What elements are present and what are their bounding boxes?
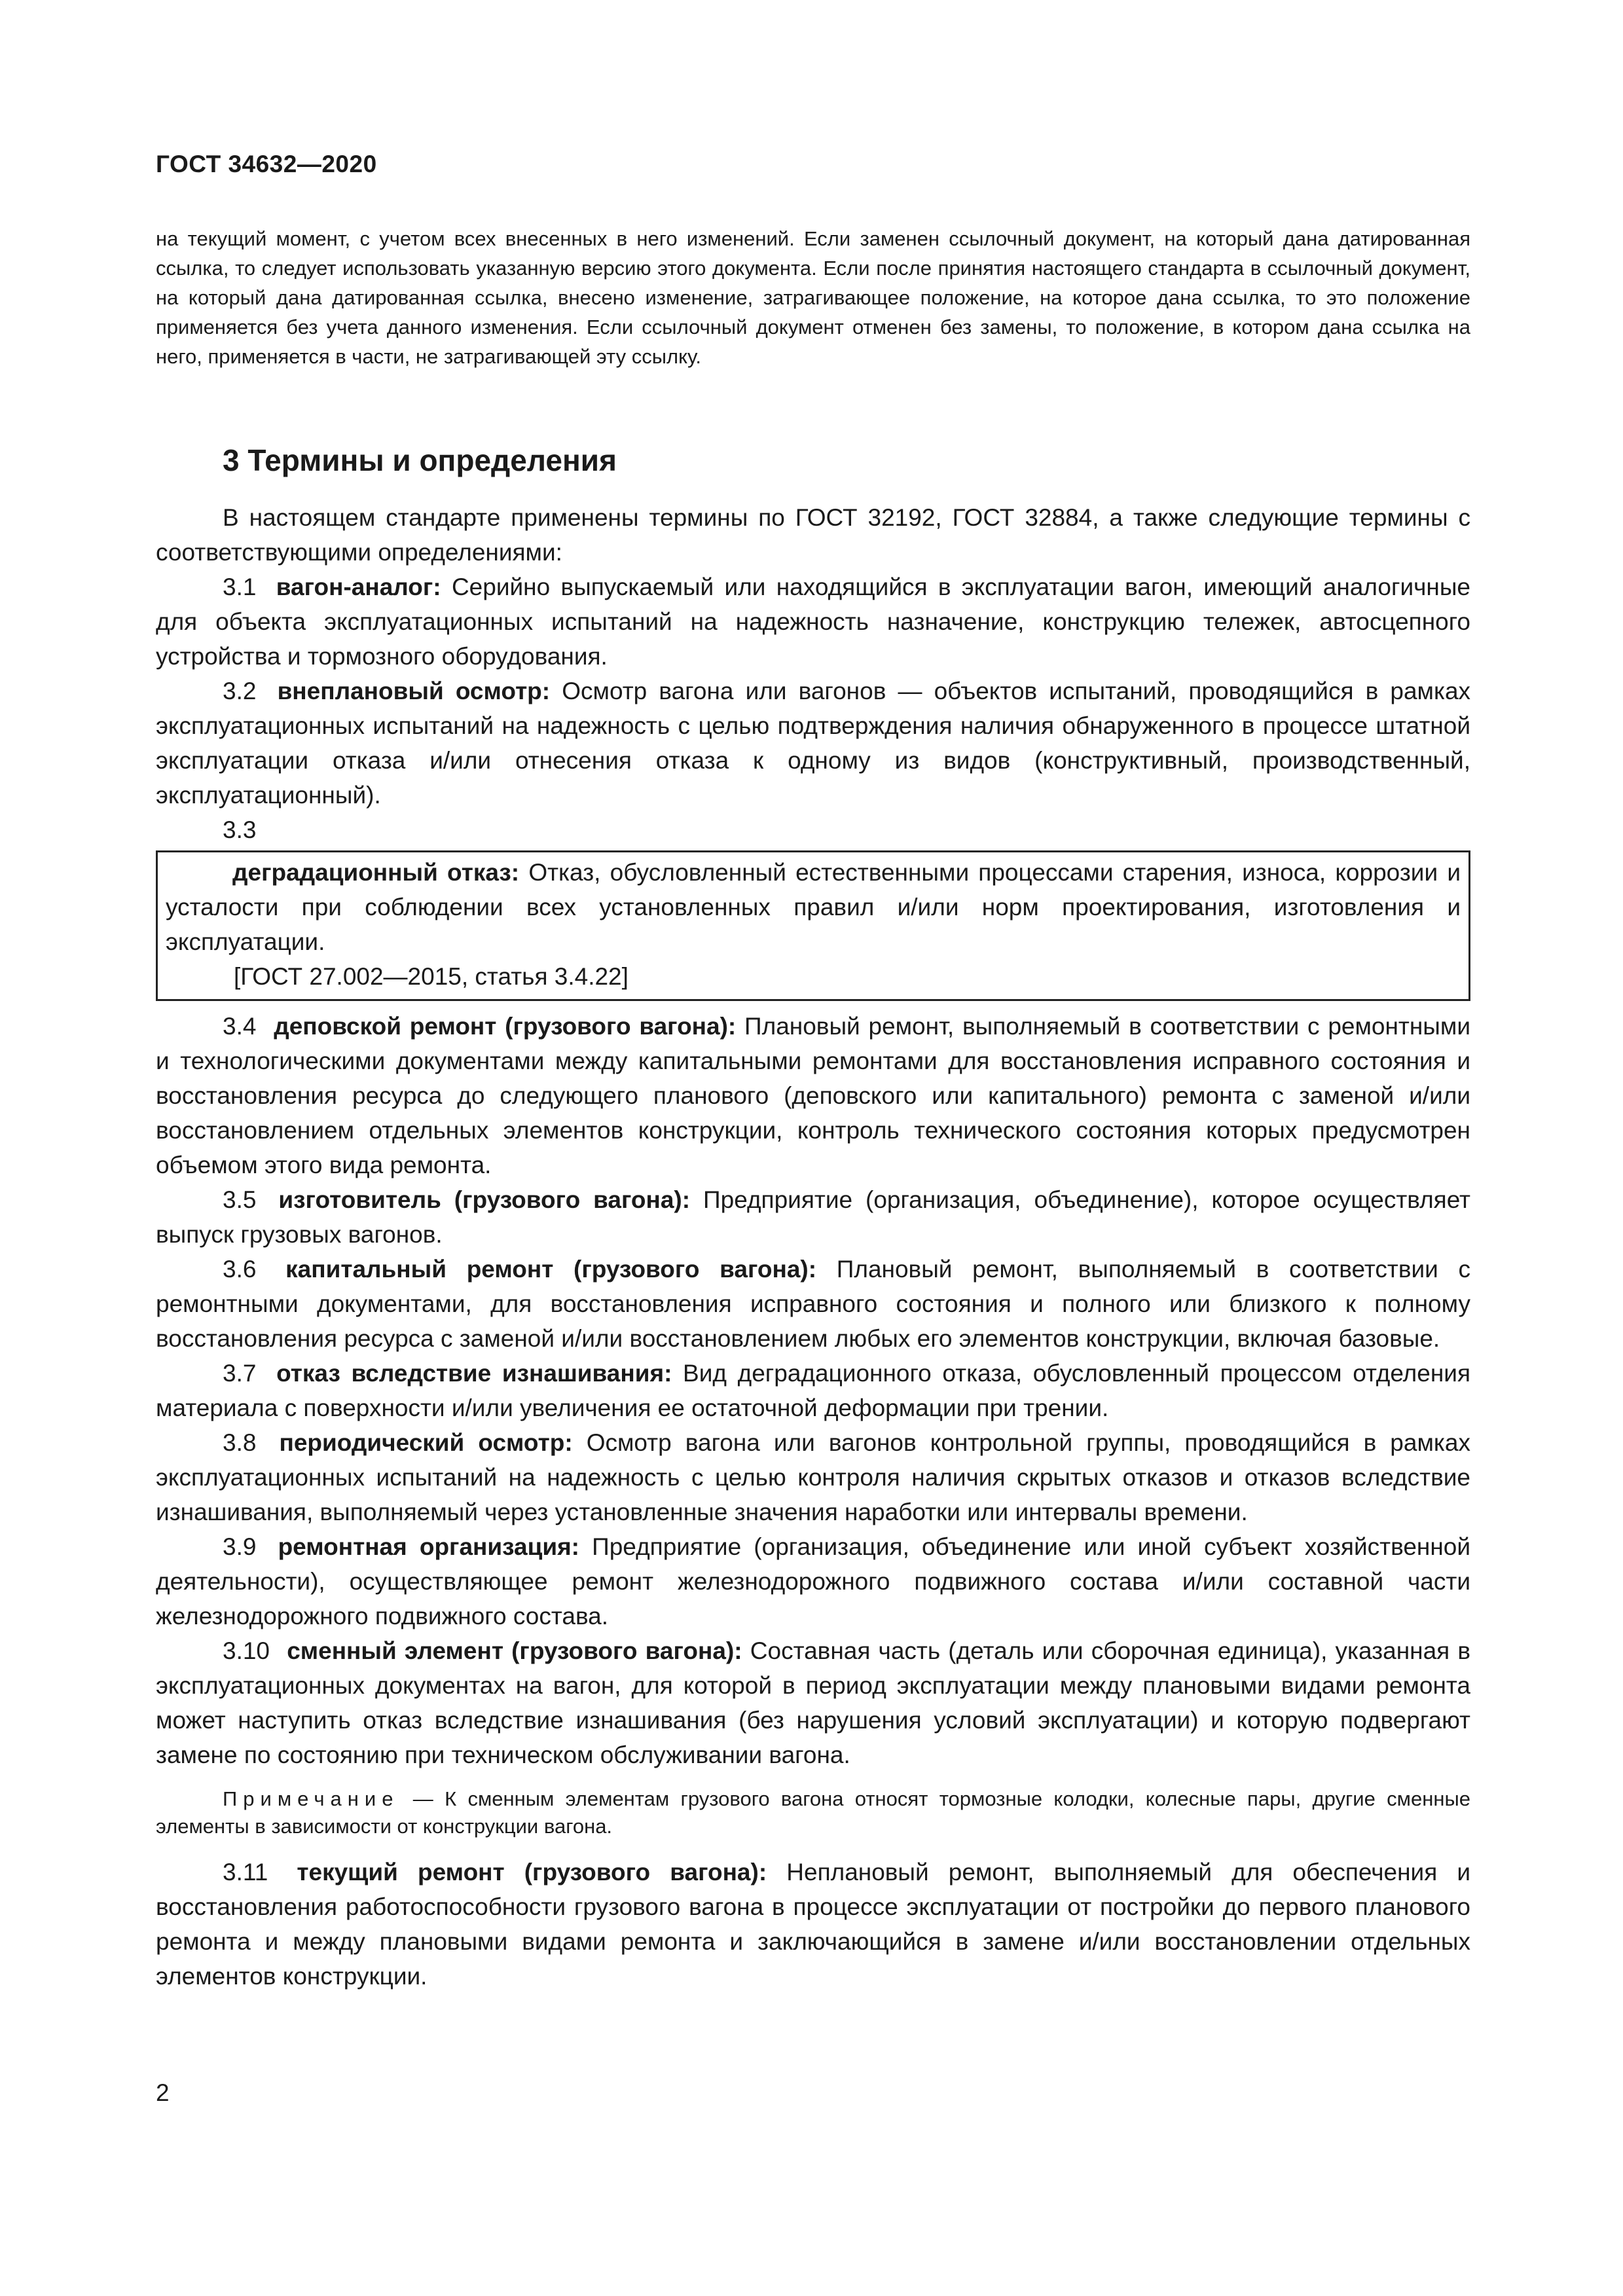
term-name: вагон-аналог: [276,574,441,600]
term-name: деповской ремонт (грузового вагона): [274,1013,737,1040]
term-name: отказ вследствие изнашивания: [276,1360,672,1387]
term-entry [156,1425,1470,1529]
term-entry [156,570,1470,674]
term-number: 3.9 [223,1533,257,1560]
term-name: периодический осмотр: [279,1429,573,1456]
term-entry [156,1252,1470,1356]
term-definition: Предприятие (организация, объединение или иной субъект хозяйственной деятельности), осуществляющее ремонт железнодорожного подвижного состава и/или составной части железнодорожного подвижного состава. [156,1533,1471,1630]
note-paragraph [156,1785,1470,1840]
term-definition: Отказ, обусловленный естественными процессами старения, износа, коррозии и усталости при соблюдении всех установленных правил и/или норм проектирования, изготовления и эксплуатации. [166,859,1461,955]
term-number: 3.4 [223,1013,257,1040]
term-name: капитальный ремонт (грузового вагона): [285,1256,817,1283]
term-number: 3.6 [223,1256,257,1283]
term-number: 3.11 [223,1859,268,1886]
term-name: деградационный отказ: [232,859,520,886]
term-entry [156,812,1470,847]
intro-paragraph: на текущий момент, с учетом всех внесенных в него изменений. Если заменен ссылочный документ, на который дана датированная ссылка, то следует использовать указанную версию этого документа. Если после принятия настоящего стандарта в ссылочный документ, на который дана датированная ссылка, внесено изменение, затрагивающее положение, на которое дана ссылка, то это положение применяется без учета данного изменения. Если ссылочный документ отменен без замены, то положение, в котором дана ссылка на него, применяется в части, не затрагивающей эту ссылку. [156,227,1470,368]
term-definition: Осмотр вагона или вагонов — объектов испытаний, проводящийся в рамках эксплуатационных испытаний на надежность с целью подтверждения наличия обнаруженного в процессе штатной эксплуатации отказа и/или отнесения отказа к одному из видов (конструктивный, производственный, эксплуатационный). [156,678,1471,809]
term-entry [156,674,1470,812]
term-name: изготовитель (грузового вагона): [278,1186,691,1213]
term-entry [156,1009,1470,1182]
term-number: 3.5 [223,1186,257,1213]
term-definition: Предприятие (организация, объединение), которое осуществляет выпуск грузовых вагонов. [156,1186,1471,1248]
section-title: 3 Термины и определения [223,443,617,477]
term-entry [156,1855,1470,1994]
term-name: текущий ремонт (грузового вагона): [297,1859,767,1886]
term-entry [156,1356,1470,1425]
page-number: 2 [156,2079,170,2106]
term-entry [156,1633,1470,1772]
term-definition: Неплановый ремонт, выполняемый для обеспечения и восстановления работоспособности грузового вагона в процессе эксплуатации от постройки до первого планового ремонта и между плановыми видами ремонта и заключающийся в замене и/или восстановлении отдельных элементов конструкции. [156,1859,1470,1990]
term-number: 3.2 [223,678,257,704]
term-definition: Составная часть (деталь или сборочная единица), указанная в эксплуатационных документах на вагон, для которой в период эксплуатации между плановыми видами ремонта может наступить отказ вследствие изнашивания (без нарушения условий эксплуатации) и которую подвергают замене по состоянию при техническом обслуживании вагона. [156,1637,1471,1768]
term-number: 3.3 [223,816,257,843]
term-entry [156,1529,1470,1633]
note-text: — К сменным элементам грузового вагона относят тормозные колодки, колесные пары, другие сменные элементы в зависимости от конструкции вагона. [156,1787,1470,1838]
quoted-term-entry [166,855,1461,959]
section-body [156,500,1470,1994]
term-definition: Серийно выпускаемый или находящийся в эксплуатации вагон, имеющий аналогичные для объекта эксплуатационных испытаний на надежность назначение, конструкцию тележек, автосцепного устройства и тормозного оборудования. [156,574,1471,670]
term-definition: Плановый ремонт, выполняемый в соответствии с ремонтными документами, для восстановления исправного состояния и полного или близкого к полному восстановления ресурса с заменой и/или восстановлением любых его элементов конструкции, включая базовые. [156,1256,1471,1352]
quoted-term-box [156,850,1470,1001]
term-number: 3.10 [223,1637,270,1664]
term-name: ремонтная организация: [278,1533,580,1560]
section-lead: В настоящем стандарте применены термины по ГОСТ 32192, ГОСТ 32884, а также следующие термины с соответствующими определениями: [156,504,1470,566]
term-number: 3.8 [223,1429,257,1456]
term-number: 3.7 [223,1360,257,1387]
term-definition: Вид деградационного отказа, обусловленный процессом отделения материала с поверхности и/или увеличения ее остаточной деформации при трении. [156,1360,1470,1421]
term-name: сменный элемент (грузового вагона): [287,1637,742,1664]
term-entry [156,1182,1470,1252]
term-name: внеплановый осмотр: [277,678,551,704]
term-number: 3.1 [223,574,257,600]
term-definition: Осмотр вагона или вагонов контрольной группы, проводящийся в рамках эксплуатационных испытаний на надежность с целью контроля наличия скрытых отказов и отказов вследствие изнашивания, выполняемый через установленные значения наработки или интервалы времени. [156,1429,1470,1525]
note-label: Примечание [223,1787,399,1810]
term-definition: Плановый ремонт, выполняемый в соответствии с ремонтными и технологическими документами между капитальными ремонтами для восстановления исправного состояния и восстановления ресурса до следующего планового (деповского или капитального) ремонта с заменой и/или восстановлением отдельных элементов конструкции, контроль технического состояния которых предусмотрен объемом этого вида ремонта. [156,1013,1470,1178]
document-code-header: ГОСТ 34632—2020 [156,151,377,177]
quoted-term-source: [ГОСТ 27.002—2015, статья 3.4.22] [234,963,629,990]
